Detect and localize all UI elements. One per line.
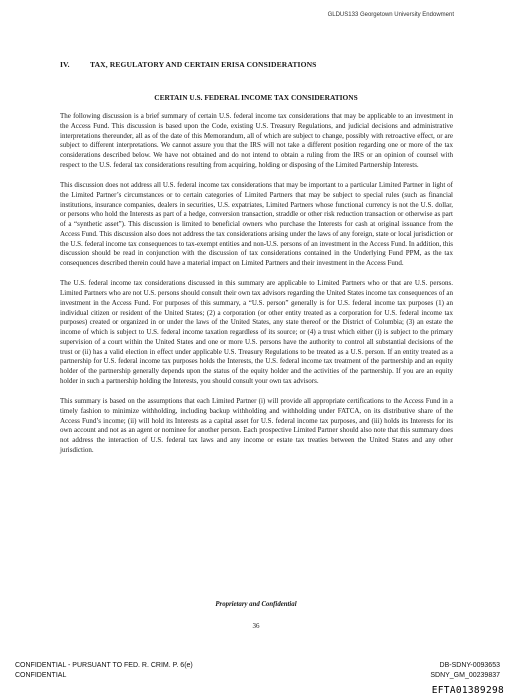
document-header-id: GLDUS133 Georgetown University Endowment (327, 12, 454, 18)
paragraph-scope: The following discussion is a brief summary of certain U.S. federal income tax considerations that may be applicable to an investment in the Access Fund. This discussion is based upon the Code, existing U.S. Treasury Regulations, and judicial decisions and administrative interpretations thereunder, all as of the date of this Memorandum, all of which are subject to change, possibly with retroactive effect, or are subject to different interpretations. We cannot assure you that the IRS will not take a different position regarding one or more of the tax considerations described below. We have not obtained and do not intend to obtain a ruling from the IRS or an opinion of counsel with respect to the U.S. federal tax considerations resulting from acquiring, holding or disposing of the Limited Partnership Interests. (60, 112, 453, 169)
section-number: IV. (60, 60, 70, 69)
proprietary-footer: Proprietary and Confidential (215, 601, 297, 608)
section-heading (60, 60, 456, 69)
paragraph-us-persons: The U.S. federal income tax considerations discussed in this summary are applicable to Limited Partners who or that are U.S. persons. Limited Partners who are not U.S. persons should consult their own tax advisors regarding the United States income tax consequences of an investment in the Access Fund. For purposes of this summary, a “U.S. person” generally is for U.S. federal income tax purposes (1) an individual citizen or resident of the United States; (2) a corporation (or other entity treated as a corporation for U.S. federal income tax purposes) created or organized in or under the laws of the United States, any state thereof or the District of Columbia; (3) an estate the income of which is subject to U.S. federal income taxation regardless of its source; or (4) a trust which either (i) is subject to the primary supervision of a court within the United States and one or more U.S. persons have the authority to control all substantial decisions of the trust or (ii) has a valid election in effect under applicable U.S. Treasury Regulations to be treated as a U.S. person. If an entity treated as a partnership for U.S. federal income tax purposes holds the Interests, the U.S. federal income tax treatment of the partnership and an equity holder of the partnership generally depends upon the status of the equity holder and the activities of the partnership. If you are an equity holder in such a partnership holding the Interests, you should consult your own tax advisors. (60, 279, 453, 385)
legend-line-2: CONFIDENTIAL (15, 671, 67, 679)
page-number: 36 (252, 622, 260, 630)
bates-number-1: DB-SDNY-0093653 (439, 662, 500, 669)
subsection-title: CERTAIN U.S. FEDERAL INCOME TAX CONSIDERATIONS (154, 93, 358, 102)
body-text (60, 112, 453, 466)
efta-stamp: EFTA01389298 (431, 685, 504, 696)
bates-numbers (430, 661, 500, 680)
paragraph-assumptions: This summary is based on the assumptions that each Limited Partner (i) will provide all appropriate certifications to the Access Fund in a timely fashion to minimize withholding, including backup withholding and withholding under FATCA, on its distributive share of the Access Fund’s income; (ii) will hold its Interests as a capital asset for U.S. federal income tax purposes, and (iii) holds its Interests for its own account and not as an agent or nominee for another person. Each prospective Limited Partner should also note that this summary does not address the interaction of U.S. federal tax laws and any income or estate tax treaties between the United States and any other jurisdiction. (60, 397, 453, 454)
bates-number-2: SDNY_GM_00239837 (430, 671, 500, 679)
legend-line-1: CONFIDENTIAL - PURSUANT TO FED. R. CRIM. P. 6(e) (15, 662, 193, 669)
paragraph-limitations: This discussion does not address all U.S. federal income tax considerations that may be important to a particular Limited Partner in light of the Limited Partner’s circumstances or to certain categories of Limited Partners that may be subject to special rules (such as financial institutions, insurance companies, dealers in securities, U.S. expatriates, Limited Partners whose functional currency is not the U.S. dollar, or persons who hold the Interests as part of a hedge, conversion transaction, straddle or other risk reduction transaction or otherwise as part of a “synthetic asset”). This discussion is limited to beneficial owners who purchase the Interests for cash at original issuance from the Access Fund. This discussion also does not address the tax considerations arising under the laws of any foreign, state or local jurisdiction or the U.S. federal income tax consequences to tax-exempt entities and non-U.S. persons of an investment in the Access Fund. In addition, this discussion should be read in conjunction with the discussion of tax considerations contained in the Underlying Fund PPM, as the tax consequences described therein could have a material impact on Limited Partners and their investment in the Access Fund. (60, 181, 453, 267)
section-title: TAX, REGULATORY AND CERTAIN ERISA CONSIDERATIONS (90, 60, 317, 69)
confidentiality-legend (15, 661, 193, 680)
